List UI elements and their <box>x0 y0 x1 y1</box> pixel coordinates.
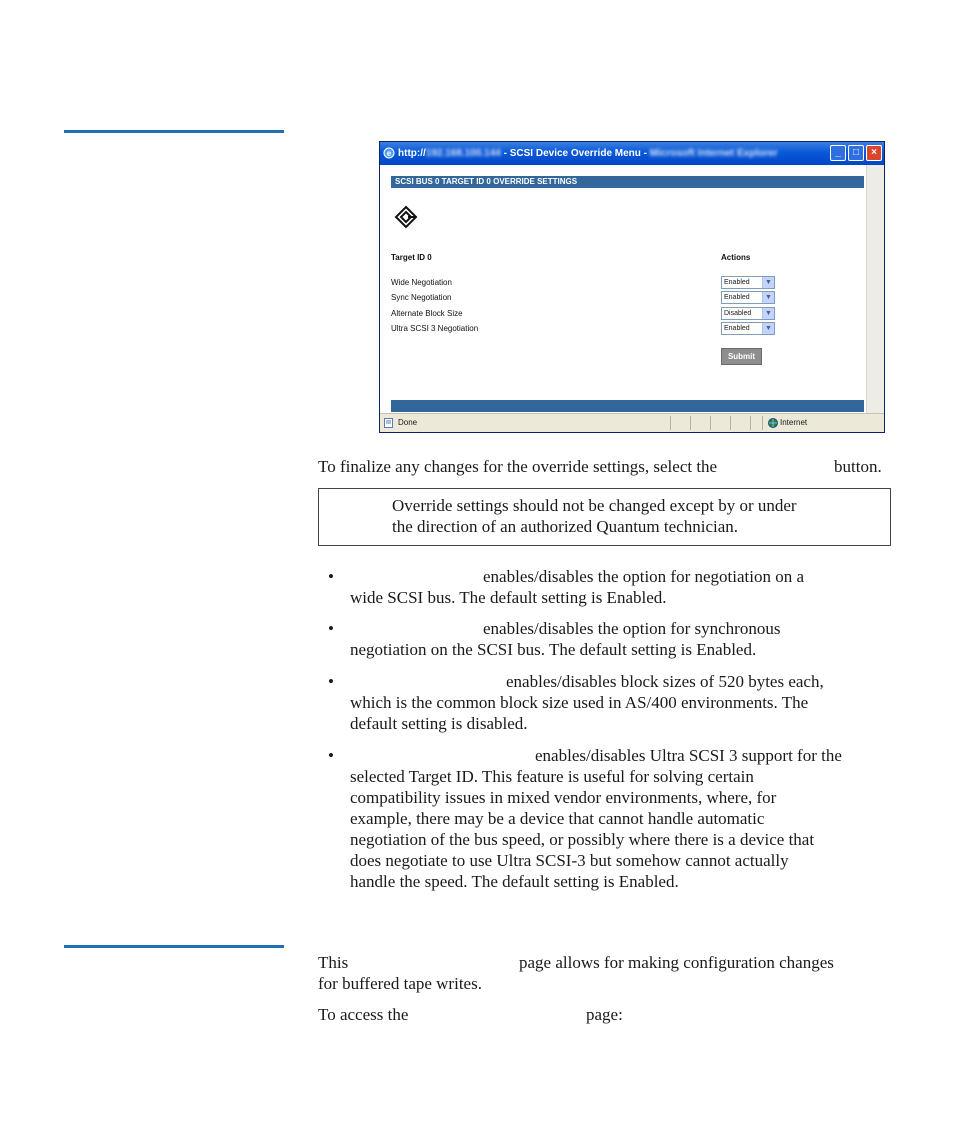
bullet-sync-negotiation <box>350 618 895 660</box>
quantum-logo-icon <box>394 205 418 229</box>
status-divider <box>730 416 731 430</box>
bullet-line: handle the speed. The default setting is Enabled. <box>350 872 679 891</box>
bullet-line: compatibility issues in mixed vendor environments, where, for <box>350 788 777 807</box>
close-button[interactable]: × <box>866 145 882 161</box>
bullet-line: enables/disables block sizes of 520 bytes each, <box>506 672 824 691</box>
vertical-scrollbar[interactable] <box>866 165 884 413</box>
alternate-block-size-label: Alternate Block Size <box>391 309 463 318</box>
paragraph-this: This <box>318 953 349 972</box>
bullet-marker: • <box>328 672 334 691</box>
bullet-marker: • <box>328 746 334 765</box>
title-page-name: - SCSI Device Override Menu - <box>500 148 650 159</box>
page-content <box>380 165 884 413</box>
bullet-line: does negotiate to use Ultra SCSI-3 but somehow cannot actually <box>350 851 789 870</box>
internet-explorer-icon <box>383 147 395 159</box>
bullet-line: enables/disables the option for synchronous <box>483 619 781 638</box>
bullet-marker: • <box>328 619 334 638</box>
section-rule-bottom <box>64 945 284 948</box>
chevron-down-icon: ▼ <box>762 323 774 334</box>
finalize-text-start: To finalize any changes for the override settings, select the <box>318 457 718 476</box>
access-text-start: To access the <box>318 1005 409 1024</box>
security-zone-label: Internet <box>780 418 808 427</box>
ultra-scsi3-negotiation-select[interactable] <box>721 322 775 335</box>
title-address: 192.168.100.144 <box>425 148 501 159</box>
finalize-text-end: button. <box>834 457 882 476</box>
sync-negotiation-select[interactable] <box>721 291 775 304</box>
page-done-icon <box>384 418 393 428</box>
submit-button[interactable]: Submit <box>721 348 762 365</box>
bullet-line: wide SCSI bus. The default setting is Enabled. <box>350 588 667 607</box>
title-prefix: http:// <box>398 148 426 159</box>
chevron-down-icon: ▼ <box>762 308 774 319</box>
target-id-label: Target ID 0 <box>391 253 432 262</box>
settings-header: SCSI BUS 0 TARGET ID 0 OVERRIDE SETTINGS <box>391 176 864 188</box>
status-divider <box>710 416 711 430</box>
paragraph-page-allows: page allows for making configuration changes <box>519 953 834 972</box>
bullet-ultra-scsi3-negotiation <box>350 745 895 892</box>
caution-note-line: Override settings should not be changed except by or under <box>392 496 797 515</box>
title-bar <box>380 142 884 165</box>
sync-negotiation-value: Enabled <box>724 294 750 301</box>
bullet-line: example, there may be a device that cannot handle automatic <box>350 809 765 828</box>
status-divider <box>762 416 763 430</box>
status-text: Done <box>398 418 418 427</box>
browser-window <box>379 141 885 433</box>
wide-negotiation-value: Enabled <box>724 279 750 286</box>
bullet-line: enables/disables the option for negotiation on a <box>483 567 805 586</box>
footer-bar <box>391 400 864 412</box>
minimize-button[interactable]: _ <box>830 145 846 161</box>
ultra-scsi3-negotiation-value: Enabled <box>724 325 750 332</box>
ultra-scsi3-negotiation-label: Ultra SCSI 3 Negotiation <box>391 324 479 333</box>
alternate-block-size-value: Disabled <box>724 310 752 317</box>
caution-note-text <box>392 495 882 537</box>
alternate-block-size-select[interactable] <box>721 307 775 320</box>
bullet-line: selected Target ID. This feature is useful for solving certain <box>350 767 754 786</box>
bullet-line: negotiation of the bus speed, or possibly where there is a device that <box>350 830 815 849</box>
access-text-end: page: <box>586 1005 623 1024</box>
caution-note-line: the direction of an authorized Quantum technician. <box>392 517 739 536</box>
svg-text:e: e <box>386 149 392 159</box>
actions-label: Actions <box>721 253 751 262</box>
bullet-line: which is the common block size used in AS/400 environments. The <box>350 693 809 712</box>
bullet-line: negotiation on the SCSI bus. The default setting is Enabled. <box>350 640 757 659</box>
bullet-marker: • <box>328 567 334 586</box>
paragraph-buffered-writes: for buffered tape writes. <box>318 974 482 993</box>
bullet-line: default setting is disabled. <box>350 714 528 733</box>
bullet-wide-negotiation <box>350 566 895 608</box>
internet-zone-icon <box>768 418 778 428</box>
wide-negotiation-select[interactable] <box>721 276 775 289</box>
status-bar <box>380 413 884 432</box>
status-divider <box>670 416 671 430</box>
sync-negotiation-label: Sync Negotiation <box>391 293 452 302</box>
bullet-line: enables/disables Ultra SCSI 3 support for the <box>535 746 842 765</box>
caution-note-box <box>318 488 891 546</box>
wide-negotiation-label: Wide Negotiation <box>391 278 452 287</box>
chevron-down-icon: ▼ <box>762 292 774 303</box>
bullet-alternate-block-size <box>350 671 895 734</box>
title-app-name: Microsoft Internet Explorer <box>649 148 778 159</box>
maximize-button[interactable]: □ <box>848 145 864 161</box>
status-divider <box>690 416 691 430</box>
chevron-down-icon: ▼ <box>762 277 774 288</box>
section-rule-top <box>64 130 284 133</box>
status-divider <box>750 416 751 430</box>
